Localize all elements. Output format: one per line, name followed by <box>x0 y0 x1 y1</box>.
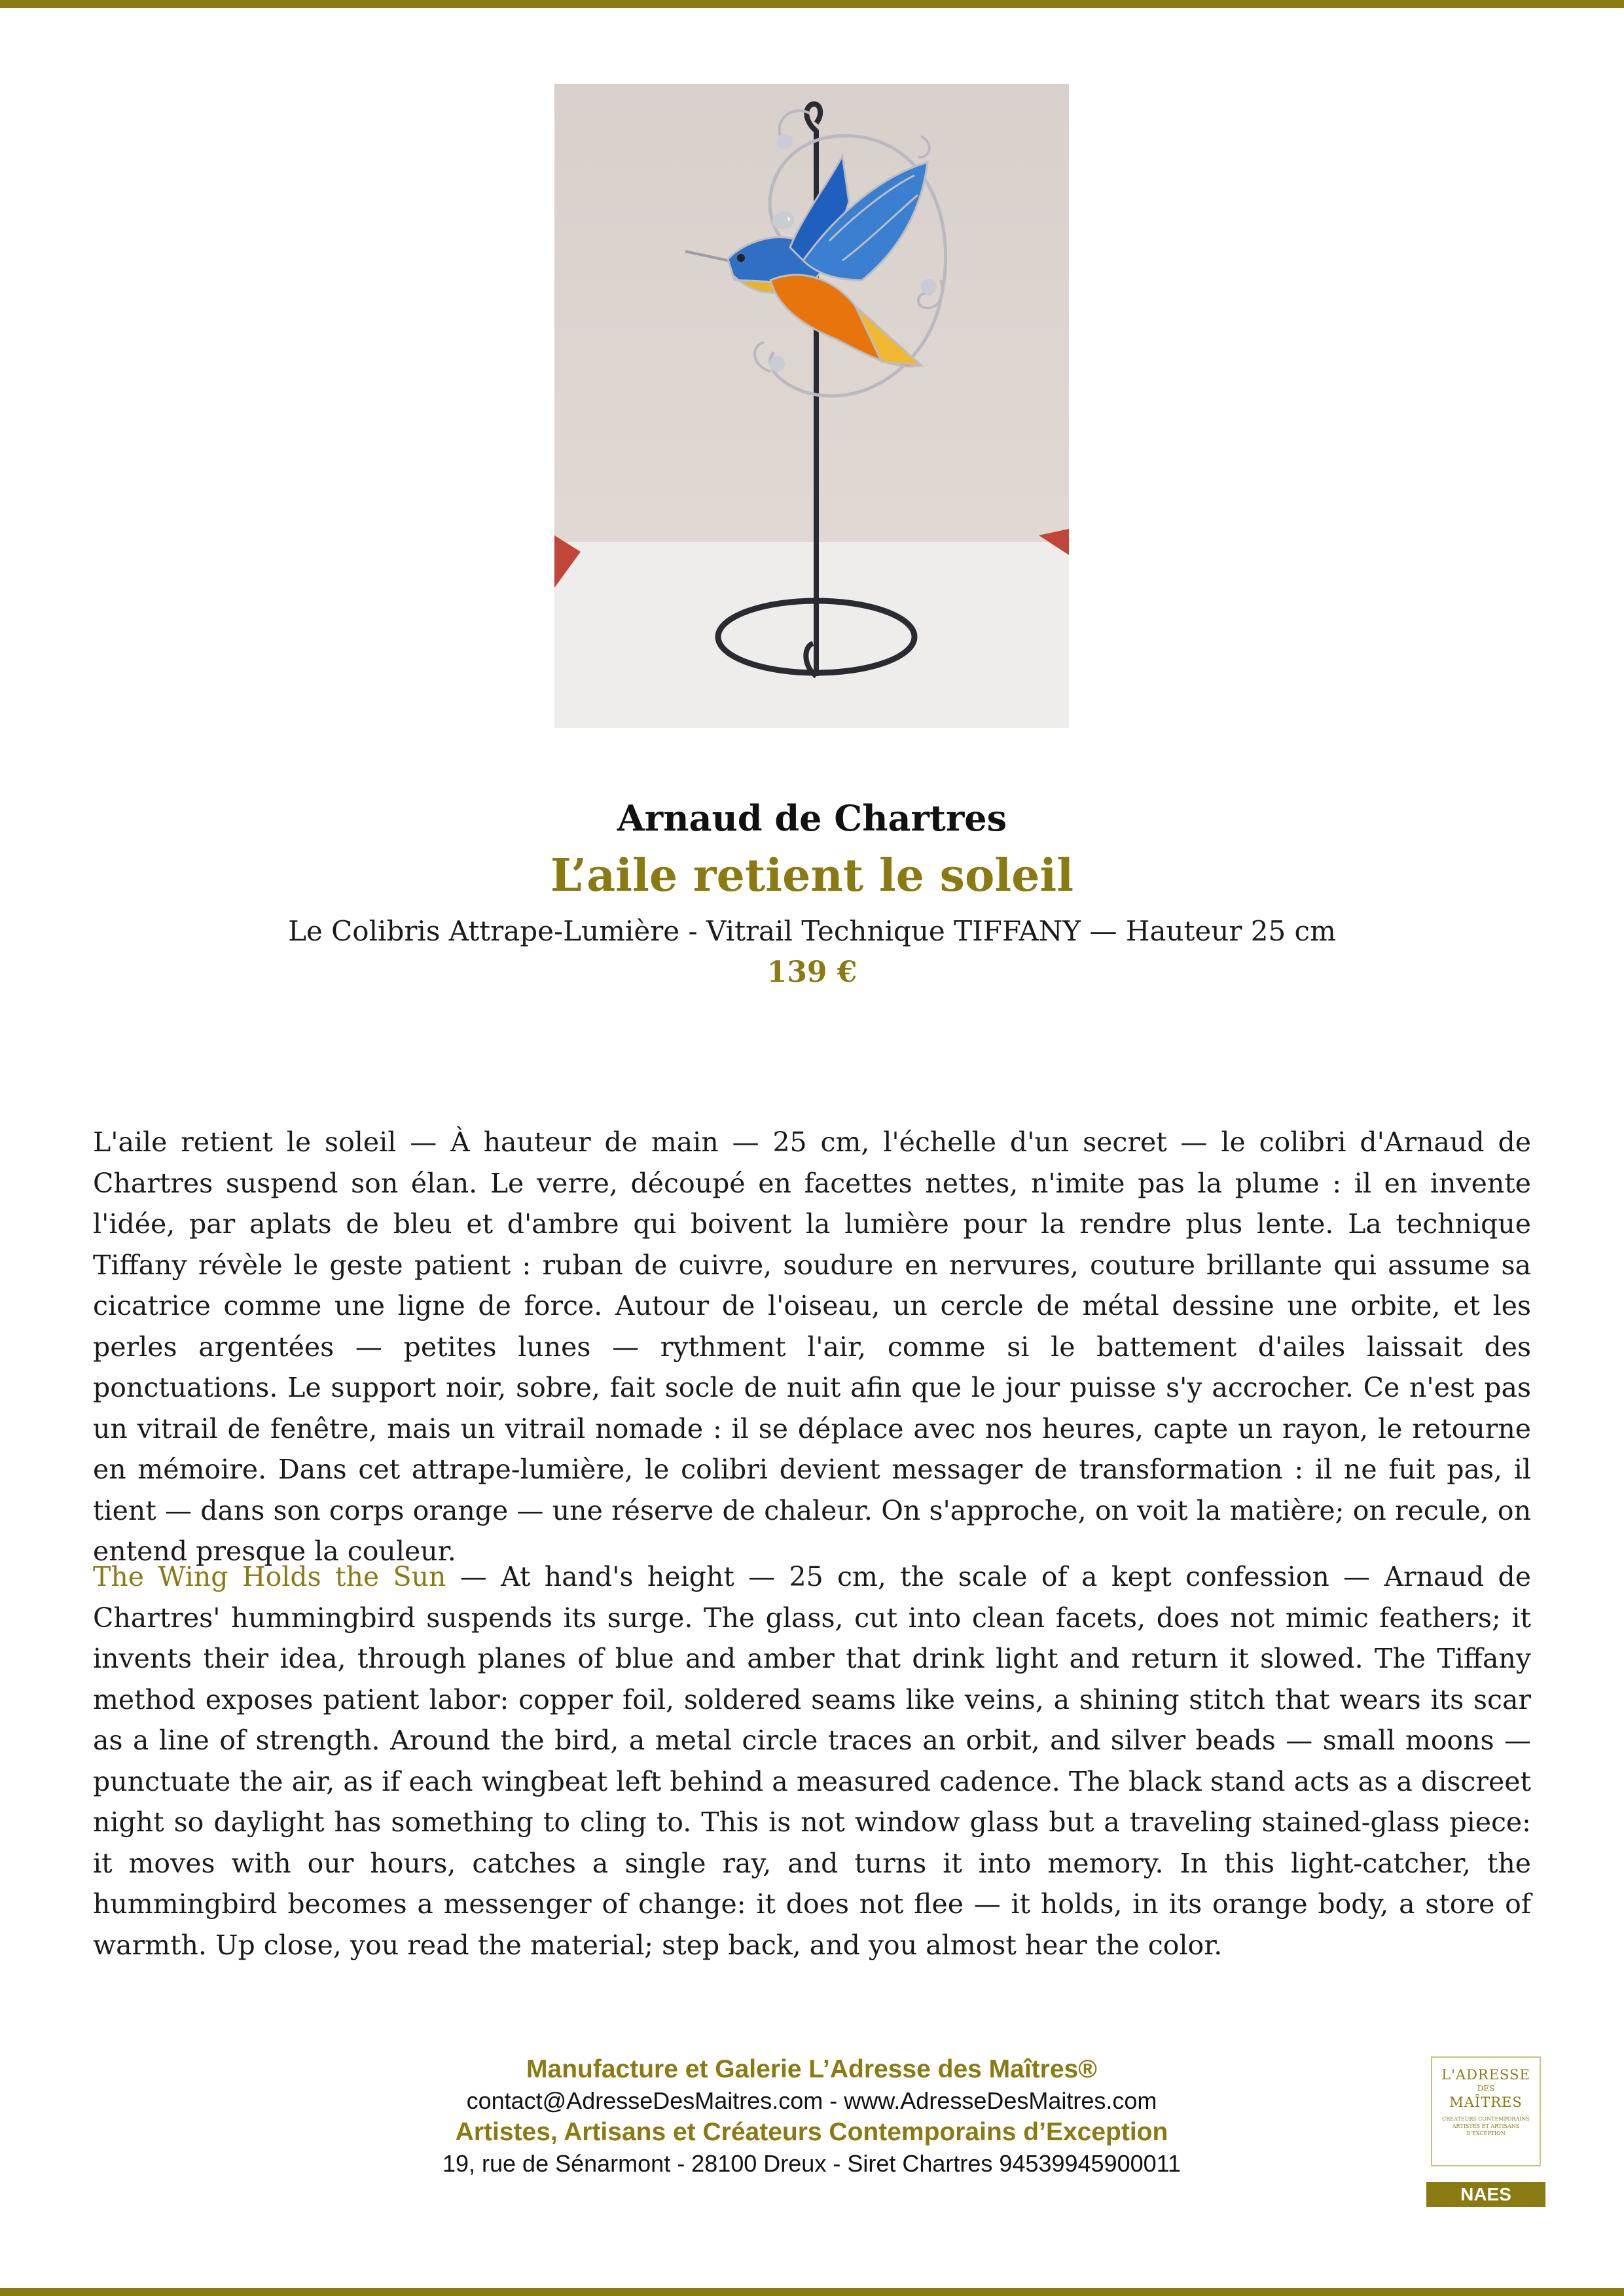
footer-address: 19, rue de Sénarmont - 28100 Dreux - Siret Chartres 94539945900011 <box>442 2150 1182 2177</box>
artwork-subtitle: Le Colibris Attrape-Lumière - Vitrail Technique TIFFANY — Hauteur 25 cm <box>288 915 1336 947</box>
logo-line-2: DES <box>1477 2084 1495 2093</box>
artist-name: Arnaud de Chartres <box>617 797 1007 839</box>
footer-tagline: Artistes, Artisans et Créateurs Contemporains d’Exception <box>455 2118 1168 2146</box>
footer-gallery-name: Manufacture et Galerie L’Adresse des Maîtres® <box>526 2055 1097 2083</box>
naes-badge: NAES <box>1426 2182 1545 2207</box>
description-english <box>93 1556 1531 1965</box>
artwork-title: L’aile retient le soleil <box>550 850 1074 902</box>
logo-line-4: CRÉATEURS CONTEMPORAINS ARTISTES ET ARTISANS D'EXCEPTION <box>1442 2116 1530 2136</box>
bottom-rule <box>0 2288 1624 2296</box>
footer <box>314 2054 1309 2179</box>
artwork-price: 139 € <box>767 956 857 989</box>
description-french: L'aile retient le soleil — À hauteur de main — 25 cm, l'échelle d'un secret — le colibri d'Arnaud de Chartres suspend son élan. Le verre, découpé en facettes nettes, n'imite pas la plume : il en invente l'idée, par aplats de bleu et d'ambre qui boivent la lumière pour la rendre plus lente. La technique Tiffany révèle le geste patient : ruban de cuivre, soudure en nervures, couture brillante qui assume sa cicatrice comme une ligne de force. Autour de l'oiseau, un cercle de métal dessine une orbite, et les perles argentées — petites lunes — rythment l'air, comme si le battement d'ailes laissait des ponctuations. Le support noir, sobre, fait socle de nuit afin que le jour puisse s'y accrocher. Ce n'est pas un vitrail de fenêtre, mais un vitrail nomade : il se déplace avec nos heures, capte un rayon, le retourne en mémoire. Dans cet attrape-lumière, le colibri devient messager de transformation : il ne fuit pas, il tient — dans son corps orange — une réserve de chaleur. On s'approche, on voit la matière; on recule, on entend presque la couleur. <box>93 1126 1531 1567</box>
description-english-text: — At hand's height — 25 cm, the scale of a kept confession — Arnaud de Chartres' hummingbird suspends its surge. The glass, cut into clean facets, does not mimic feathers; it invents their idea, through planes of blue and amber that drink light and return it slowed. The Tiffany method exposes patient labor: copper foil, soldered seams like veins, a shining stitch that wears its scar as a line of strength. Around the bird, a metal circle traces an orbit, and silver beads — small moons — punctuate the air, as if each wingbeat left behind a measured cadence. The black stand acts as a discreet night so daylight has something to cling to. This is not window glass but a traveling stained-glass piece: it moves with our hours, catches a single ray, and turns it into memory. In this light-catcher, the hummingbird becomes a messenger of change: it does not flee — it holds, in its orange body, a store of warmth. Up close, you read the material; step back, and you almost hear the color. <box>93 1561 1531 1961</box>
product-photo <box>554 84 1069 728</box>
footer-contact: contact@AdresseDesMaitres.com - www.AdresseDesMaitres.com <box>466 2087 1157 2114</box>
top-rule <box>0 0 1624 8</box>
gallery-logo <box>1431 2056 1541 2166</box>
logo-line-3: MAÎTRES <box>1449 2094 1523 2110</box>
logo-line-1: L'ADRESSE <box>1441 2067 1530 2083</box>
description-english-lead: The Wing Holds the Sun <box>93 1561 446 1592</box>
